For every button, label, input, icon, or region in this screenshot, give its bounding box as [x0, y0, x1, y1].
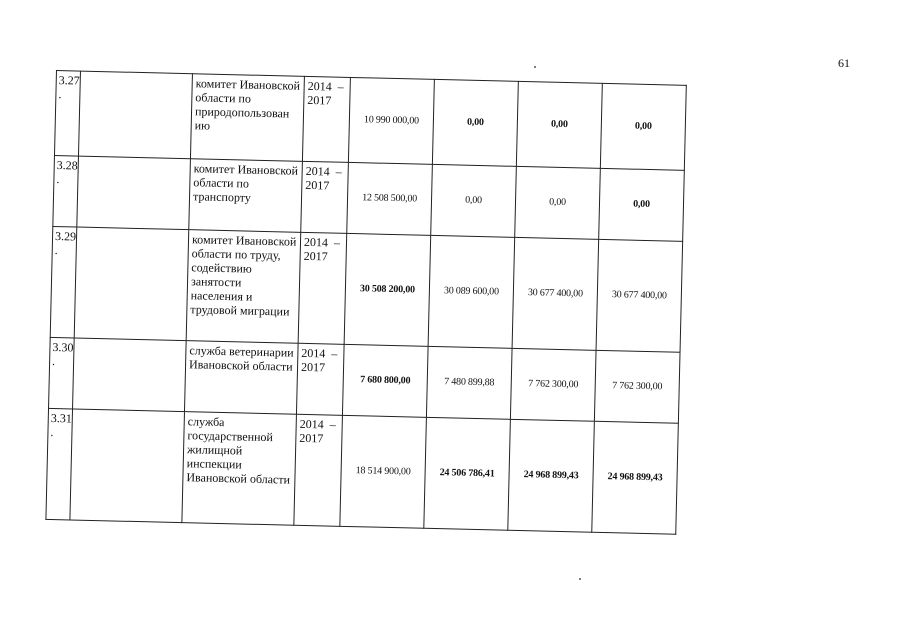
amount-cell: 0,00	[600, 83, 686, 170]
row-index: 3.27 .	[54, 71, 80, 157]
amount-cell: 24 506 786,41	[424, 417, 511, 530]
amount-cell: 0,00	[431, 164, 517, 237]
row-index: 3.29 .	[50, 226, 77, 338]
executor-name: служба ветеринарии Ивановской области	[184, 341, 298, 415]
executor-name: комитет Ивановской области по транспорту	[189, 159, 303, 233]
amount-cell: 7 762 300,00	[510, 348, 596, 421]
budget-table	[45, 70, 686, 535]
page-number: 61	[838, 56, 850, 70]
amount-cell: 30 089 600,00	[428, 235, 515, 348]
amount-cell: 0,00	[599, 168, 685, 241]
table-row	[46, 408, 678, 534]
amount-cell: 24 968 899,43	[508, 419, 595, 532]
amount-cell: 24 968 899,43	[592, 421, 679, 534]
amount-cell: 12 508 500,00	[347, 162, 433, 235]
amount-cell: 10 990 000,00	[348, 77, 434, 164]
amount-cell: 7 680 800,00	[342, 344, 428, 417]
executor-name: комитет Ивановской области по природопользован ию	[190, 74, 304, 162]
period-cell: 2014 – 2017	[296, 343, 344, 415]
budget-table-container	[45, 70, 685, 535]
table-row	[50, 226, 682, 352]
period-cell: 2014 – 2017	[302, 76, 350, 162]
program-cell-empty	[78, 71, 192, 159]
amount-cell: 30 677 400,00	[512, 237, 599, 350]
amount-cell: 7 762 300,00	[594, 350, 680, 423]
program-cell-empty	[74, 227, 189, 341]
amount-cell: 0,00	[516, 81, 602, 168]
period-cell: 2014 – 2017	[298, 232, 347, 344]
executor-name: комитет Ивановской области по труду, содействию занятости населения и трудовой миграции	[186, 230, 301, 344]
row-index: 3.30 .	[49, 337, 75, 409]
amount-cell: 7 480 899,88	[426, 346, 512, 419]
amount-cell: 0,00	[515, 166, 601, 239]
row-index: 3.28 .	[53, 155, 79, 227]
scan-speck	[534, 66, 536, 68]
period-cell: 2014 – 2017	[294, 414, 343, 526]
amount-cell: 18 514 900,00	[340, 415, 427, 528]
program-cell-empty	[70, 409, 185, 523]
amount-cell: 0,00	[432, 79, 518, 166]
period-cell: 2014 – 2017	[301, 161, 349, 233]
row-index: 3.31 .	[46, 408, 73, 520]
scan-speck	[579, 578, 581, 580]
amount-cell: 30 508 200,00	[344, 233, 431, 346]
amount-cell: 30 677 400,00	[596, 239, 683, 352]
table-row	[54, 71, 686, 171]
executor-name: служба государственной жилищной инспекции Ивановской области	[182, 412, 297, 526]
program-cell-empty	[73, 338, 187, 412]
program-cell-empty	[77, 156, 191, 230]
